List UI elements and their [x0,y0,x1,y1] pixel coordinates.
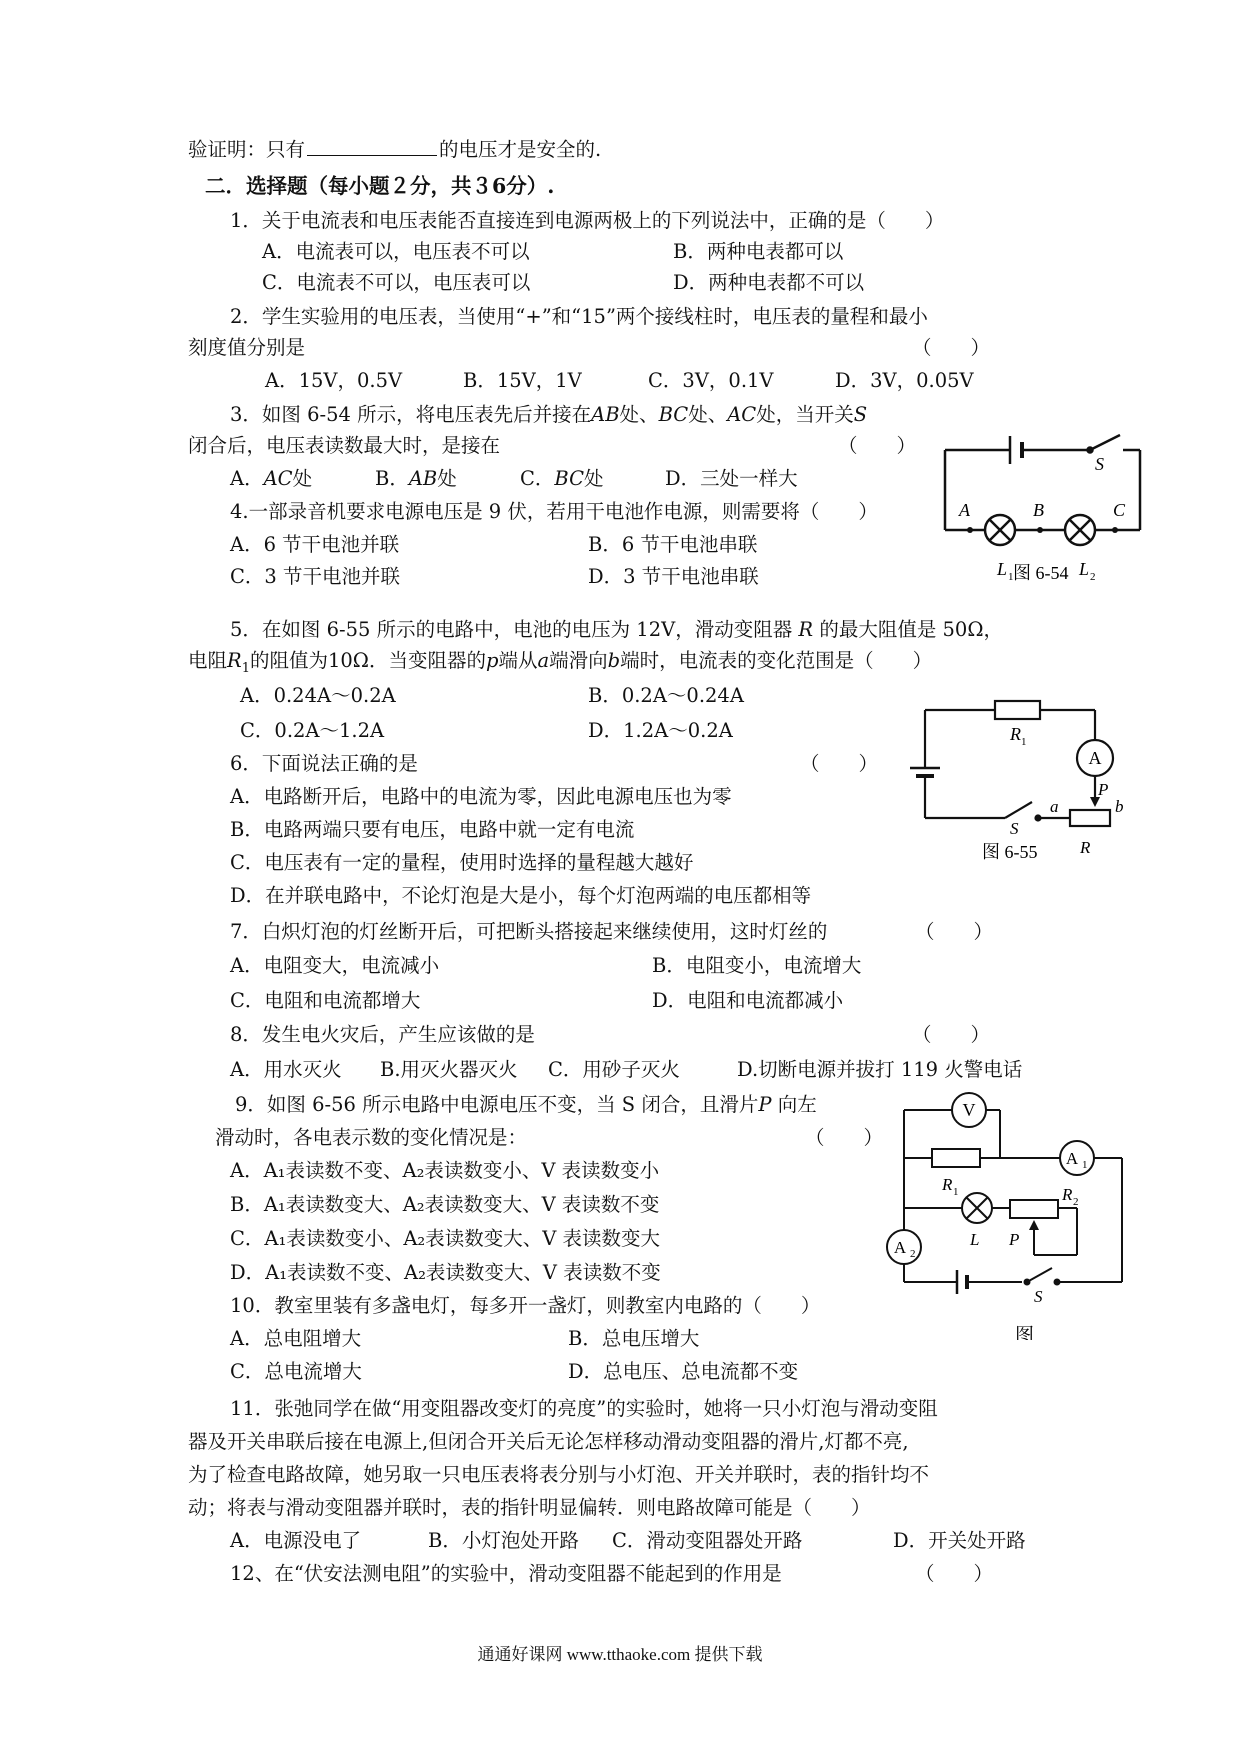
q10-option-d: D．总电压、总电流都不变 [568,1360,799,1383]
fig56-label-p: P [1009,1230,1020,1249]
q9-option-a: A．A₁表读数不变、A₂表读数变小、V 表读数变小 [230,1159,660,1182]
q5-a: a [537,649,550,672]
page-footer: 通通好课网 www.tthaoke.com 提供下载 [477,1645,763,1664]
fig54-label-l2: L [1079,559,1090,579]
q5-text: 的最大阻值是 50Ω， [819,618,1003,641]
q1-option-b: B．两种电表都可以 [673,240,844,263]
q4-option-c: C．3 节干电池并联 [230,565,401,588]
q8-option-d: D.切断电源并拔打 119 火警电话 [737,1058,1023,1081]
q3-sep: 处、 [619,403,659,426]
figure-6-56 [882,1090,1142,1344]
q8-option-c: C．用砂子灭火 [548,1058,680,1081]
q9-text: 9．如图 6-56 所示电路中电源电压不变，当 S 闭合，且滑片 [235,1093,759,1116]
q12-stem: 12、在“伏安法测电阻”的实验中，滑动变阻器不能起到的作用是 [230,1562,782,1585]
q10-option-c: C．总电流增大 [230,1360,362,1383]
q3-option-b [375,464,457,494]
q5-option-c: C．0.2A～1.2A [240,719,385,742]
fig54-label-l1: L [997,559,1008,579]
q2-option-b: B．15V，1V [463,369,582,392]
fig55-label-a: a [1050,797,1059,816]
q7-option-b: B．电阻变小，电流增大 [652,954,862,977]
q8-paren: （ ） [912,1023,991,1046]
q8-stem: 8．发生电火灾后，产生应该做的是 [230,1023,535,1046]
q5-text: 端滑向 [549,649,608,672]
circuit-diagram-6-55 [910,690,1140,865]
q3-paren: （ ） [838,434,917,457]
q9-text: 向左 [777,1093,817,1116]
q5-text: 端时，电流表的变化范围是（ ） [620,649,933,672]
q3-sep: 处、 [688,403,728,426]
q7-option-c: C．电阻和电流都增大 [230,989,421,1012]
q5-option-a: A．0.24A～0.2A [240,684,396,707]
q8-option-a: A．用水灭火 [230,1058,342,1081]
fig54-label-l1-sub: 1 [1008,571,1014,583]
q2-stem: 2．学生实验用的电压表，当使用“+”和“15”两个接线柱时，电压表的量程和最小 [230,305,928,328]
fig56-label-r2-sub: 2 [1073,1196,1079,1208]
q6-option-d: D．在并联电路中，不论灯泡是大是小，每个灯泡两端的电压都相等 [230,884,812,907]
fig56-label-r1-sub: 1 [953,1186,959,1198]
q5-r1-sub: 1 [241,660,250,676]
q5-stem-2 [188,646,932,684]
q5-text: 的阻值为10Ω．当变阻器的 [249,649,486,672]
q5-p: p [485,649,499,672]
fig56-label-r1: R [942,1175,953,1194]
fig56-label-l: L [970,1230,980,1249]
q11-option-d: D．开关处开路 [893,1529,1026,1552]
opt-label: C． [520,467,555,490]
opt-var: BC [554,467,585,490]
fig56-ammeter2-sub: 2 [910,1248,916,1260]
q6-option-c: C．电压表有一定的量程，使用时选择的量程越大越好 [230,851,694,874]
q2-option-d: D．3V，0.05V [835,369,974,392]
q5-option-b: B．0.2A～0.24A [588,684,744,707]
fig56-voltmeter-label: V [962,1100,976,1120]
q1-option-d: D．两种电表都不可以 [673,271,865,294]
q2-option-c: C．3V，0.1V [648,369,774,392]
q3-stem-2: 闭合后，电压表读数最大时，是接在 [188,434,501,457]
fig55-label-p: P [1098,780,1109,799]
q11-line-2: 器及开关串联后接在电源上,但闭合开关后无论怎样移动滑动变阻器的滑片,灯都不亮, [188,1430,909,1453]
q6-option-a: A．电路断开后，电路中的电流为零，因此电源电压也为零 [230,785,732,808]
q11-option-a: A．电源没电了 [230,1529,362,1552]
q3-option-a [230,464,312,494]
q5-option-d: D．1.2A～0.2A [588,719,733,742]
q2-paren: （ ） [912,336,991,359]
fig55-label-r1-sub: 1 [1021,736,1027,748]
fig54-label-c: C [1113,500,1126,520]
q11-line-1: 11．张弛同学在做“用变阻器改变灯的亮度”的实验时，她将一只小灯泡与滑动变阻 [230,1397,938,1420]
q4-option-a: A．6 节干电池并联 [230,533,400,556]
fig54-caption: 图 6-54 [1013,563,1069,583]
q6-option-b: B．电路两端只要有电压，电路中就一定有电流 [230,818,635,841]
q9-stem [235,1090,817,1120]
q3-text: 3．如图 6-54 所示，将电压表先后并接在 [230,403,592,426]
q2-stem-2: 刻度值分别是 [188,336,306,359]
q7-option-a: A．电阻变大，电流减小 [230,954,440,977]
q9-stem-2: 滑动时，各电表示数的变化情况是： [215,1126,528,1149]
q5-text: 端从 [498,649,538,672]
figure-6-55 [910,690,1140,869]
q4-option-b: B．6 节干电池串联 [588,533,758,556]
q1-option-a: A．电流表可以，电压表不可以 [262,240,530,263]
fig56-label-s: S [1034,1287,1043,1306]
q8-option-b: B.用灭火器灭火 [380,1058,518,1081]
q5-text: 电阻 [188,649,228,672]
q6-paren: （ ） [800,752,879,775]
q10-option-a: A．总电阻增大 [230,1327,362,1350]
opt-label: B． [375,467,409,490]
q3-ac: AC [727,403,757,426]
fig55-label-r1: R [1010,724,1021,744]
fig56-ammeter2-label: A [893,1238,907,1257]
q7-paren: （ ） [915,920,994,943]
q4-option-d: D．3 节干电池串联 [588,565,759,588]
fig55-label-s: S [1010,819,1019,838]
q4-stem: 4.一部录音机要求电源电压是 9 伏，若用干电池作电源，则需要将（ ） [230,500,878,523]
q7-option-d: D．电阻和电流都减小 [652,989,844,1012]
q3-text: 处，当开关 [756,403,854,426]
fig54-label-a: A [959,500,970,520]
q2-option-a: A．15V，0.5V [265,369,403,392]
answer-blank[interactable] [307,137,437,156]
opt-var: AB [408,467,438,490]
q3-bc: BC [658,403,689,426]
fig54-label-b: B [1033,500,1044,520]
q1-option-c: C．电流表不可以，电压表可以 [262,271,531,294]
q10-option-b: B．总电压增大 [568,1327,700,1350]
q9-option-d: D．A₁表读数不变、A₂表读数变大、V 表读数不变 [230,1261,661,1284]
q9-p: P [758,1093,772,1116]
fig54-label-s: S [1095,454,1104,474]
q1-stem: 1．关于电流表和电压表能否直接连到电源两极上的下列说法中，正确的是（ ） [230,209,945,232]
fig56-ammeter1-label: A [1065,1149,1079,1168]
q3-option-d: D．三处一样大 [665,467,798,490]
q9-option-c: C．A₁表读数变小、A₂表读数变大、V 表读数变大 [230,1227,660,1250]
q11-line-3: 为了检查电路故障，她另取一只电压表将表分别与小灯泡、开关并联时，表的指针均不 [188,1463,930,1486]
q9-option-b: B．A₁表读数变大、A₂表读数变大、V 表读数不变 [230,1193,660,1216]
q10-stem: 10．教室里装有多盏电灯，每多开一盏灯，则教室内电路的（ ） [230,1294,821,1317]
circuit-diagram-6-56 [882,1090,1142,1340]
q5-r: R [798,618,814,641]
section-title: 二．选择题（每小题２分，共３6分）. [205,174,555,198]
q3-ab: AB [591,403,620,426]
q11-line-4: 动；将表与滑动变阻器并联时，表的指针明显偏转．则电路故障可能是（ ） [188,1496,871,1519]
q5-r1: R [227,649,242,672]
fig55-label-r: R [1080,838,1091,857]
intro-suffix: 的电压才是安全的. [439,138,602,161]
fig54-label-l2-sub: 2 [1090,571,1096,583]
q5-text: 5．在如图 6-55 所示的电路中，电池的电压为 12V，滑动变阻器 [230,618,793,641]
opt-text: 处 [292,467,313,490]
intro-prefix: 验证明：只有 [188,138,306,161]
opt-var: AC [263,467,293,490]
fig56-caption: 图 [1015,1325,1035,1340]
q5-b: b [607,649,621,672]
fig55-label-b: b [1115,797,1124,816]
q3-option-c [520,464,604,494]
fig56-label-r2: R [1062,1185,1073,1204]
q5-stem [230,615,1003,645]
q3-stem [230,400,867,430]
q9-paren: （ ） [805,1126,884,1149]
circuit-diagram-6-54 [935,420,1150,605]
figure-6-54 [935,420,1150,609]
q11-option-b: B．小灯泡处开路 [428,1529,579,1552]
fig55-ammeter-label: A [1088,748,1102,768]
fig56-ammeter1-sub: 1 [1082,1159,1088,1171]
opt-text: 处 [437,467,457,490]
opt-text: 处 [584,467,604,490]
opt-label: A． [230,467,264,490]
q7-stem: 7．白炽灯泡的灯丝断开后，可把断头搭接起来继续使用，这时灯丝的 [230,920,828,943]
q3-s: S [853,403,868,426]
intro-line [188,135,601,165]
fig55-caption: 图 6-55 [982,842,1038,862]
q12-paren: （ ） [915,1562,994,1585]
q6-stem: 6．下面说法正确的是 [230,752,418,775]
q11-option-c: C．滑动变阻器处开路 [612,1529,803,1552]
